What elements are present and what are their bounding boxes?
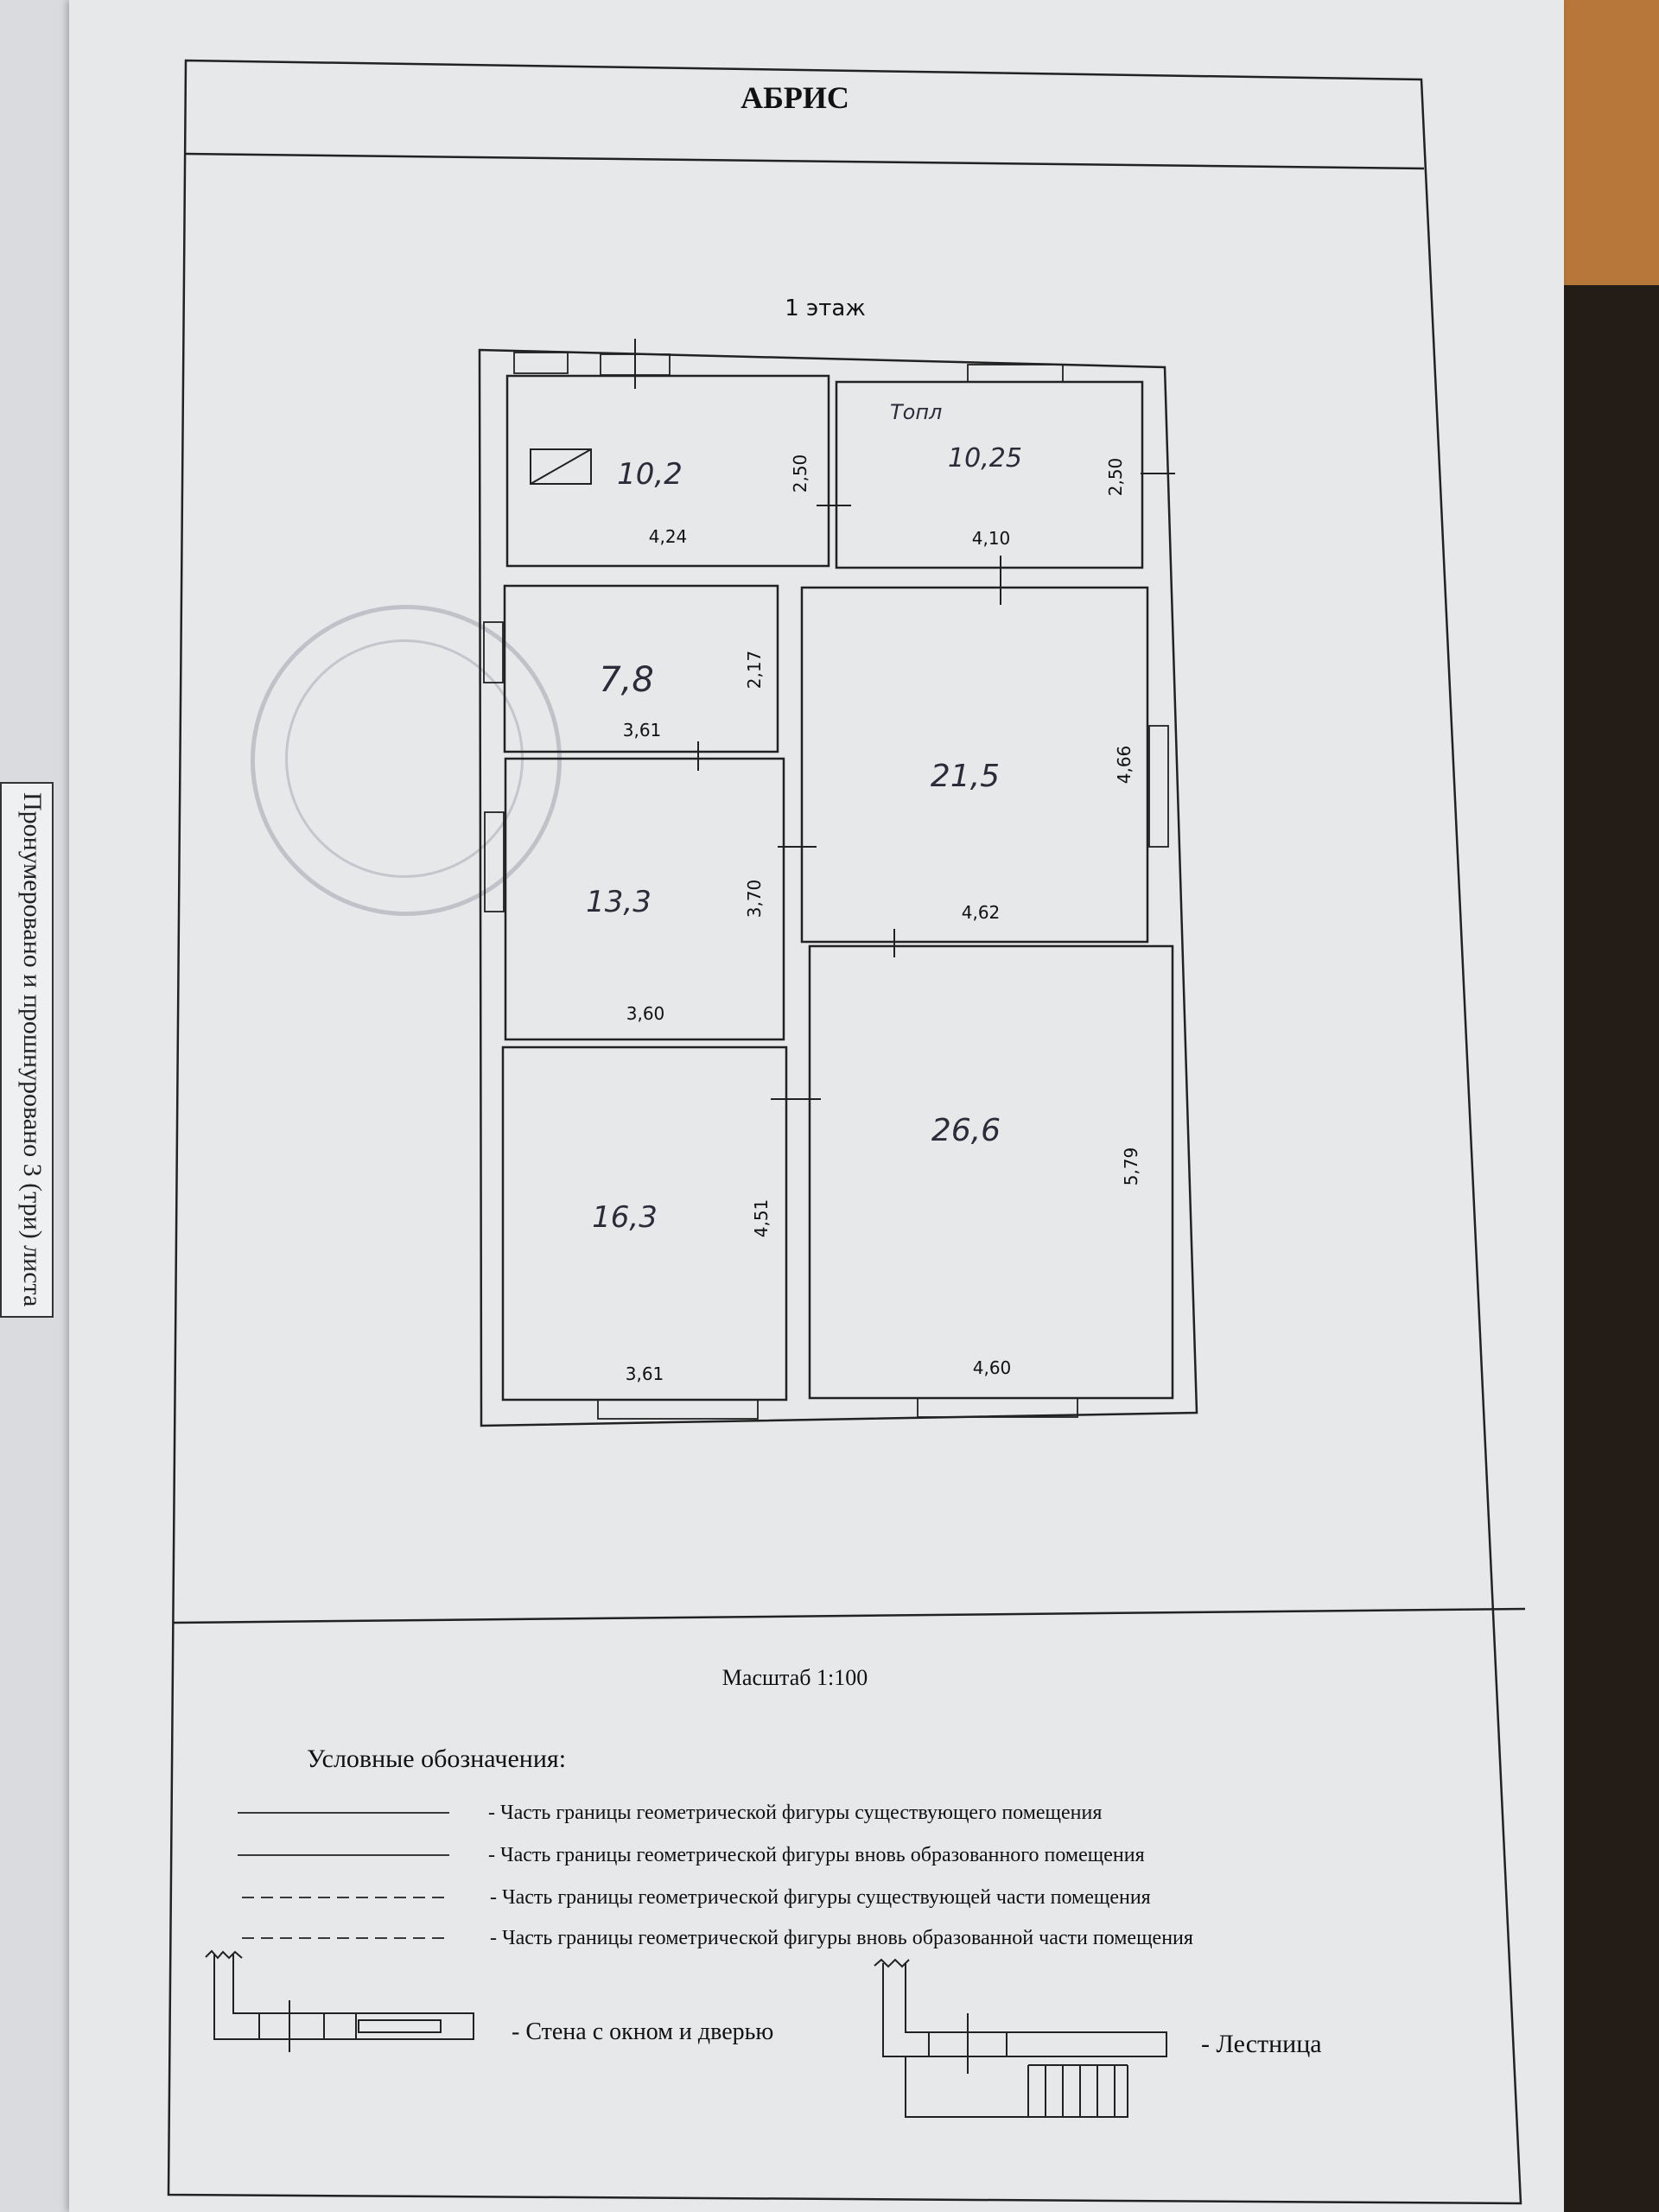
room-1-width: 4,24 (648, 526, 688, 547)
doors (635, 339, 1175, 1099)
floor-label: 1 этаж (785, 296, 866, 321)
window-south-2 (918, 1398, 1077, 1417)
room-4-width: 4,62 (961, 902, 1001, 923)
window-west-1 (484, 622, 503, 683)
room-6-area: 16,3 (592, 1200, 658, 1235)
room-4-area: 21,5 (930, 759, 1001, 794)
room-5-area: 13,3 (586, 885, 652, 919)
legend-item-4: - Часть границы геометрической фигуры вновь образованной части помещения (490, 1927, 1193, 1949)
title-divider (186, 154, 1424, 168)
wall-symbol (206, 1951, 474, 2052)
room-2-area: 10,25 (948, 443, 1022, 474)
window-west-2 (485, 812, 504, 912)
room-3-width: 3,61 (622, 720, 662, 741)
room-3-area: 7,8 (599, 660, 654, 700)
room-5-width: 3,60 (626, 1003, 665, 1024)
room-1-area: 10,2 (617, 457, 683, 492)
room-4-height: 4,66 (1114, 745, 1135, 785)
window-east-1 (1149, 726, 1168, 847)
room-5-height: 3,70 (744, 879, 765, 918)
room-1-height: 2,50 (790, 454, 810, 493)
wall-symbol-outline (214, 1955, 474, 2039)
legend-title: Условные обозначения: (307, 1745, 567, 1773)
room-6-height: 4,51 (751, 1198, 772, 1238)
room-2-height: 2,50 (1105, 457, 1126, 497)
binding-label: Пронумеровано и прошнуровано 3 (три) листа (0, 782, 54, 1318)
stair-symbol (874, 1960, 1166, 2117)
room-7-area: 26,6 (931, 1113, 1001, 1148)
stair-symbol-break (874, 1960, 909, 1967)
room-7-width: 4,60 (972, 1357, 1012, 1378)
window-north-3 (968, 365, 1063, 382)
page-title: АБРИС (741, 80, 849, 115)
window-south-1 (598, 1400, 758, 1419)
stove-symbol-diagonal (531, 449, 591, 484)
window-north-1 (514, 353, 568, 373)
plan-divider (173, 1609, 1525, 1623)
room-6-width: 3,61 (625, 1363, 664, 1384)
room-2-width: 4,10 (971, 528, 1011, 549)
legend-item-1: - Часть границы геометрической фигуры существующего помещения (488, 1802, 1103, 1824)
room-2-note: Топл (890, 400, 943, 424)
legend-item-3: - Часть границы геометрической фигуры существующей части помещения (490, 1886, 1151, 1909)
legend-item-2: - Часть границы геометрической фигуры вновь образованного помещения (488, 1844, 1145, 1866)
scale-label: Масштаб 1:100 (721, 1665, 868, 1690)
wall-symbol-window (359, 2020, 441, 2032)
room-3-height: 2,17 (744, 650, 765, 690)
stair-symbol-label: - Лестница (1201, 2030, 1322, 2058)
room-7 (810, 946, 1173, 1398)
wall-symbol-label: - Стена с окном и дверью (512, 2018, 774, 2045)
stair-symbol-outline (883, 1963, 1166, 2056)
room-7-height: 5,79 (1121, 1147, 1141, 1186)
wall-symbol-break (206, 1951, 242, 1958)
